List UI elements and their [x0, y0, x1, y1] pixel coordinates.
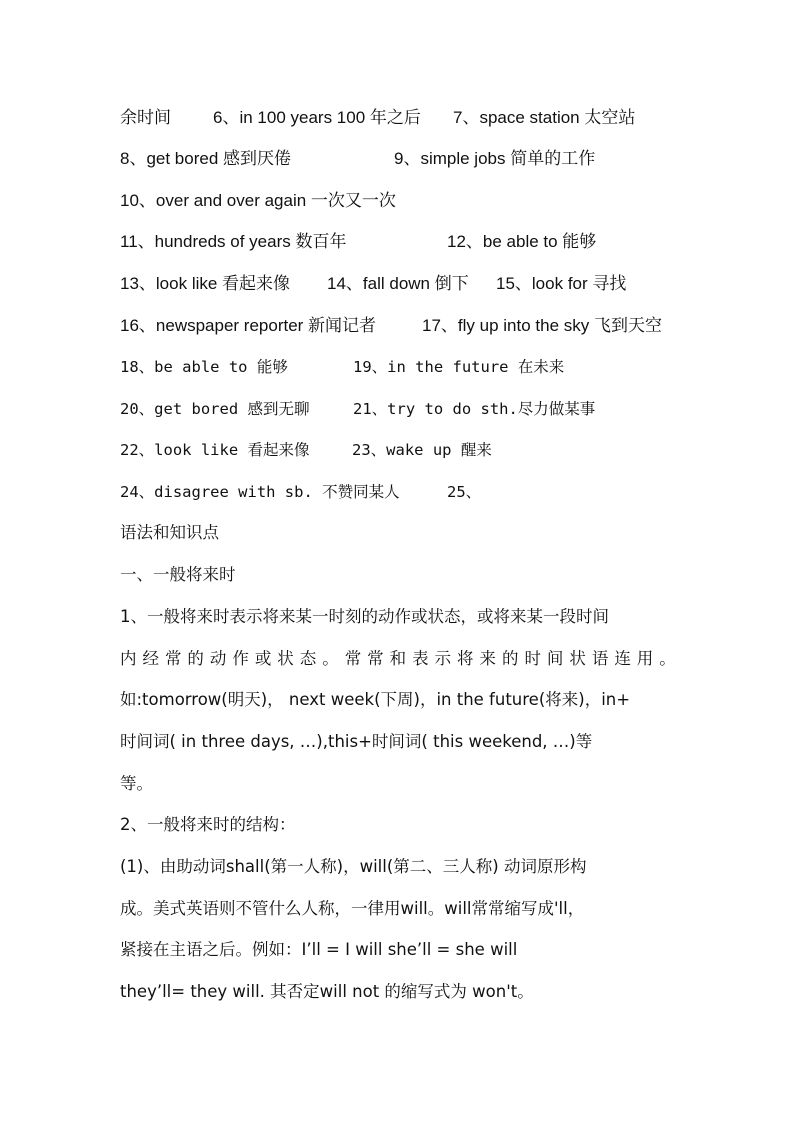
vocab-item: 6、in 100 years 100 年之后 — [213, 108, 421, 127]
char: 。 — [659, 649, 676, 668]
section-title: 一、一般将来时 — [120, 565, 236, 584]
char: 将 — [457, 649, 474, 668]
vocab-item: 23、wake up 醒来 — [352, 441, 492, 459]
char: 的 — [501, 649, 519, 668]
char: 间 — [546, 649, 564, 668]
paragraph-line: (1)、由助动词shall(第一人称)，will(第二、三人称) 动词原形构 — [120, 857, 587, 876]
paragraph-line: 时间词( in three days, …),this+时间词( this weekend, …)等 — [120, 732, 593, 751]
char: 常 — [367, 649, 384, 668]
paragraph-line: 成。美式英语则不管什么人称，一律用will。will常常缩写成'll， — [120, 899, 585, 918]
char: 连 — [614, 649, 631, 668]
char: 状 — [277, 649, 294, 668]
char: 内 — [120, 649, 137, 668]
vocab-item: 7、space station 太空站 — [453, 108, 636, 127]
vocab-item: 11、hundreds of years 数百年 — [120, 232, 347, 251]
vocab-item: 21、try to do sth.尽力做某事 — [353, 400, 596, 418]
char: 示 — [434, 649, 452, 668]
paragraph-line: 如:tomorrow(明天)， next week(下周)，in the future(将来)，in+ — [120, 690, 631, 709]
char: 用 — [636, 649, 654, 668]
char: 态 — [299, 649, 317, 668]
grammar-heading: 语法和知识点 — [120, 523, 219, 542]
vocab-item: 8、get bored 感到厌倦 — [120, 149, 292, 168]
vocab-item: 24、disagree with sb. 不赞同某人 — [120, 483, 400, 501]
paragraph-line: 紧接在主语之后。例如：I’ll = I will she’ll = she will — [120, 940, 518, 959]
char: 的 — [187, 649, 204, 668]
paragraph-line: 1、一般将来时表示将来某一时刻的动作或状态，或将来某一段时间 — [120, 607, 609, 626]
vocab-item: 14、fall down 倒下 — [327, 274, 469, 293]
vocab-item: 19、in the future 在未来 — [353, 358, 565, 376]
char: 状 — [569, 649, 586, 668]
vocab-item: 13、look like 看起来像 — [120, 274, 291, 293]
char: 经 — [142, 649, 159, 668]
char: 表 — [412, 649, 429, 668]
char: 语 — [591, 649, 609, 668]
char: 常 — [164, 649, 182, 668]
char: 或 — [254, 649, 272, 668]
char: 来 — [479, 649, 496, 668]
vocab-item: 17、fly up into the sky 飞到天空 — [422, 316, 662, 335]
vocab-item: 9、simple jobs 简单的工作 — [394, 149, 596, 168]
paragraph-line: 等。 — [120, 774, 153, 793]
vocab-item: 20、get bored 感到无聊 — [120, 400, 310, 418]
char: 和 — [389, 649, 407, 668]
char: 常 — [344, 649, 362, 668]
vocab-item: 18、be able to 能够 — [120, 358, 288, 376]
vocab-item: 16、newspaper reporter 新闻记者 — [120, 316, 377, 335]
char: 时 — [524, 649, 541, 668]
char: 。 — [322, 649, 339, 668]
paragraph-line: they’ll= they will. 其否定will not 的缩写式为 won't。 — [120, 982, 534, 1001]
vocab-item: 余时间 — [120, 108, 171, 127]
vocab-item: 10、over and over again 一次又一次 — [120, 191, 396, 210]
vocab-item: 12、be able to 能够 — [447, 232, 597, 251]
point-title: 2、一般将来时的结构： — [120, 815, 296, 834]
vocab-item: 22、look like 看起来像 — [120, 441, 310, 459]
char: 动 — [209, 649, 227, 668]
paragraph-line-justified — [120, 648, 676, 670]
char: 作 — [232, 649, 249, 668]
vocab-item: 15、look for 寻找 — [496, 274, 627, 293]
vocab-item: 25、 — [447, 483, 482, 501]
